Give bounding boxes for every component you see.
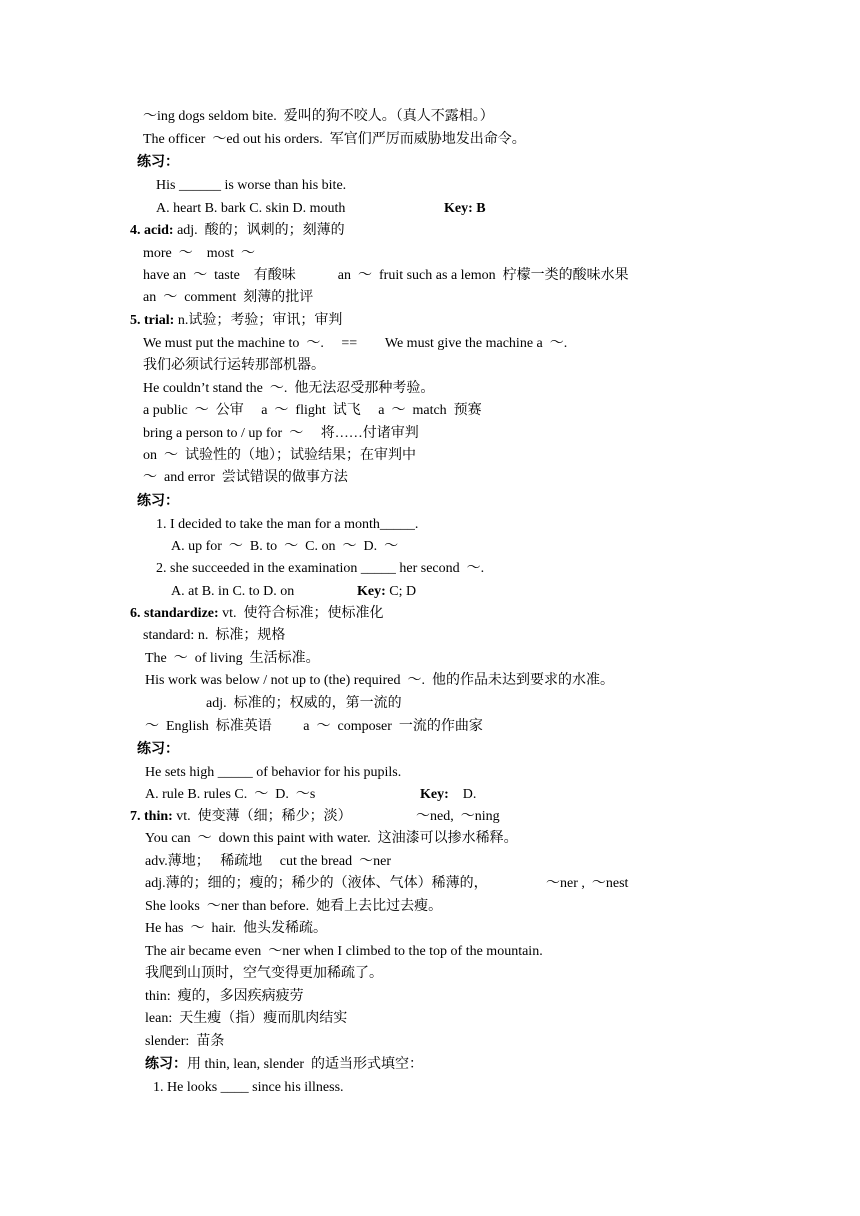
example-line: slender: 苗条 xyxy=(145,1034,225,1049)
exercise-question: 2. she succeeded in the examination _____ her second ～. xyxy=(156,561,485,576)
entry-definition: adj. 酸的；讽刺的；刻薄的 xyxy=(173,223,345,238)
example-line: 我们必须试行运转那部机器。 xyxy=(143,358,325,373)
example-line: lean: 天生瘦（指）瘦而肌肉结实 xyxy=(145,1011,348,1026)
answer-key xyxy=(420,786,476,804)
exercise-instruction-text: 用 thin, lean, slender 的适当形式填空： xyxy=(187,1057,424,1072)
example-line: You can ～ down this paint with water. 这油漆可以掺水稀释。 xyxy=(145,831,518,846)
example-line: adj.薄的；细的；瘦的；稀少的（液体、气体）稀薄的， xyxy=(145,876,488,891)
exercise-heading: 练习： xyxy=(137,155,179,170)
entry-word: 6. standardize: xyxy=(130,606,219,621)
example-line: standard: n. 标准；规格 xyxy=(143,628,286,643)
example-line: His work was below / not up to (the) required ～. 他的作品未达到要求的水准。 xyxy=(145,673,614,688)
example-line: ～ing dogs seldom bite. 爱叫的狗不咬人。（真人不露相。） xyxy=(143,109,494,124)
example-line: The ～ of living 生活标准。 xyxy=(145,651,320,666)
example-line: adj. 标准的；权威的，第一流的 xyxy=(206,696,402,711)
example-line: bring a person to / up for ～ 将……付诸审判 xyxy=(143,426,419,441)
answer-key xyxy=(357,583,416,601)
entry-heading-standardize xyxy=(130,605,384,623)
exercise-question: He sets high _____ of behavior for his pupils. xyxy=(145,765,402,780)
exercise-options: A. heart B. bark C. skin D. mouth xyxy=(156,201,346,216)
exercise-question: 1. I decided to take the man for a month_____. xyxy=(156,517,419,532)
answer-key: Key: B xyxy=(444,201,486,216)
example-line: She looks ～ner than before. 她看上去比过去瘦。 xyxy=(145,899,443,914)
example-line: He couldn’t stand the ～. 他无法忍受那种考验。 xyxy=(143,381,435,396)
exercise-options: A. at B. in C. to D. on xyxy=(171,584,295,599)
inflection-forms: ～ner , ～nest xyxy=(546,876,629,891)
example-line: have an ～ taste 有酸味 an ～ fruit such as a lemon 柠檬一类的酸味水果 xyxy=(143,268,629,283)
example-line: an ～ comment 刻薄的批评 xyxy=(143,290,314,305)
entry-word: 4. acid: xyxy=(130,223,174,238)
example-line: a public ～ 公审 a ～ flight 试飞 a ～ match 预赛 xyxy=(143,403,482,418)
example-line: The officer ～ed out his orders. 军官们严厉而威胁地发出命令。 xyxy=(143,132,526,147)
entry-word: 7. thin: xyxy=(130,809,173,824)
entry-definition: n.试验；考验；审讯；审判 xyxy=(174,313,343,328)
exercise-options: A. rule B. rules C. ～ D. ～s xyxy=(145,787,316,802)
entry-definition: vt. 使符合标准；使标准化 xyxy=(218,606,384,621)
exercise-heading: 练习： xyxy=(145,1057,187,1072)
entry-heading-acid xyxy=(130,222,345,240)
answer-key-value: D. xyxy=(448,787,477,802)
exercise-heading: 练习： xyxy=(137,742,179,757)
answer-key-value: C; D xyxy=(385,584,417,599)
exercise-options: A. up for ～ B. to ～ C. on ～ D. ～ xyxy=(171,539,399,554)
inflection-forms: ～ned, ～ning xyxy=(416,809,500,824)
answer-key-label: Key: xyxy=(420,787,449,802)
example-line: We must put the machine to ～. == We must give the machine a ～. xyxy=(143,336,568,351)
entry-heading-trial xyxy=(130,312,342,330)
exercise-question: 1. He looks ____ since his illness. xyxy=(153,1080,344,1095)
example-line: on ～ 试验性的（地）；试验结果；在审判中 xyxy=(143,448,416,463)
entry-definition: vt. 使变薄（细；稀少；淡） xyxy=(172,809,352,824)
entry-word: 5. trial: xyxy=(130,313,175,328)
example-line: ～ and error 尝试错误的做事方法 xyxy=(143,470,348,485)
example-line: more ～ most ～ xyxy=(143,246,255,261)
example-line: ～ English 标准英语 a ～ composer 一流的作曲家 xyxy=(145,719,483,734)
exercise-heading: 练习： xyxy=(137,494,179,509)
example-line: adv.薄地； 稀疏地 cut the bread ～ner xyxy=(145,854,391,869)
answer-key-label: Key: xyxy=(357,584,386,599)
exercise-question: His ______ is worse than his bite. xyxy=(156,178,347,193)
entry-heading-thin xyxy=(130,808,352,826)
example-line: The air became even ～ner when I climbed to the top of the mountain. xyxy=(145,944,543,959)
exercise-instruction xyxy=(145,1056,423,1074)
example-line: He has ～ hair. 他头发稀疏。 xyxy=(145,921,327,936)
example-line: 我爬到山顶时，空气变得更加稀疏了。 xyxy=(145,966,383,981)
example-line: thin: 瘦的，多因疾病疲劳 xyxy=(145,989,304,1004)
